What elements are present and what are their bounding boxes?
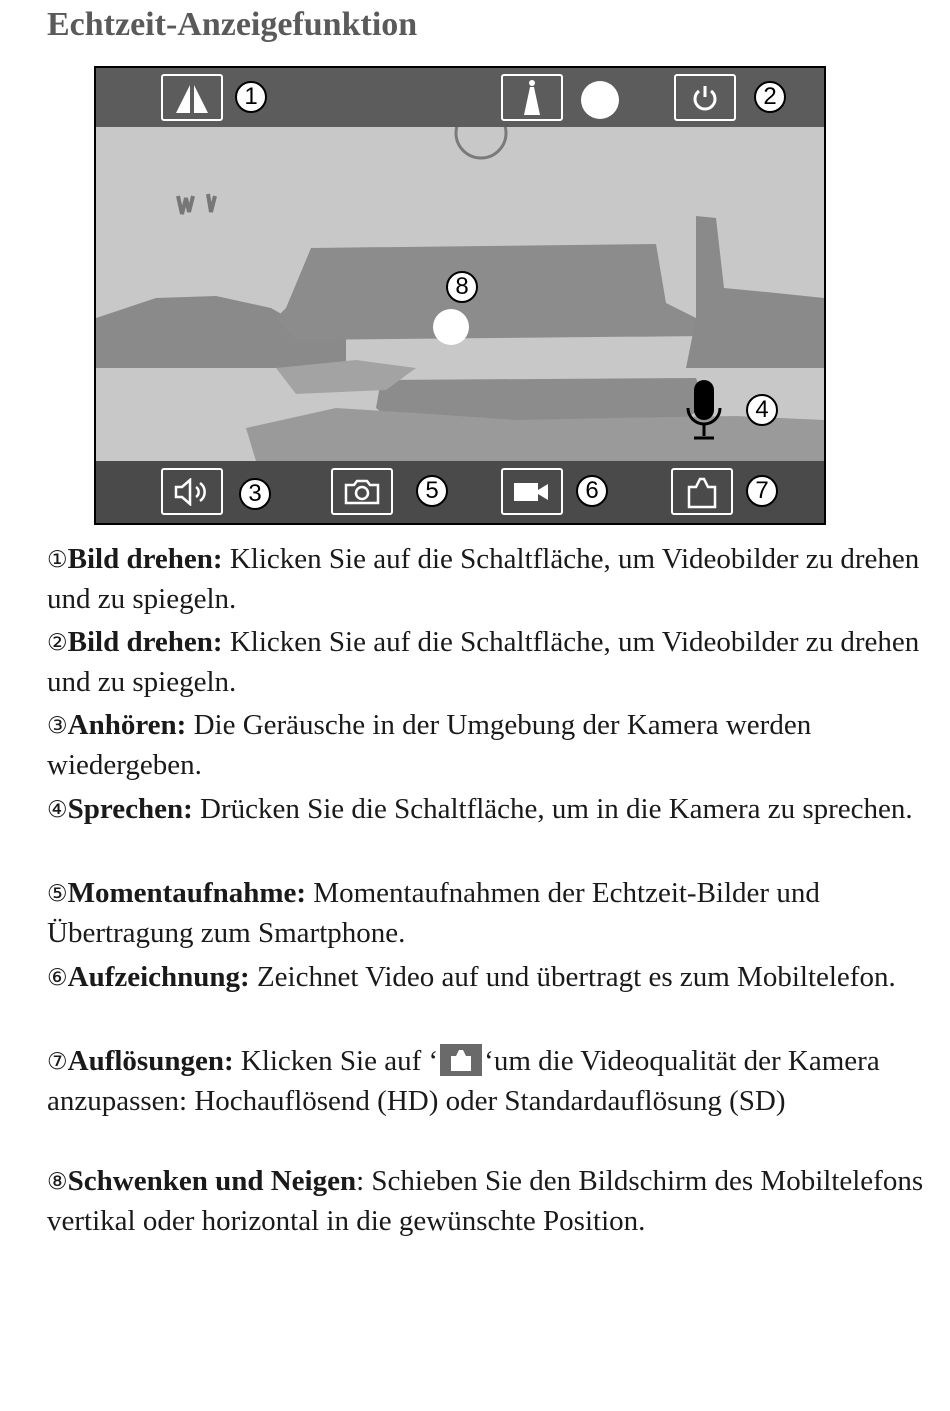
resolution-icon <box>440 1044 482 1076</box>
description-item-7 <box>47 1042 942 1120</box>
item-number: ① <box>47 547 68 573</box>
callout-4: 4 <box>746 394 778 426</box>
item-label: Bild drehen: <box>67 543 223 575</box>
item-label: Schwenken und Neigen <box>67 1165 357 1197</box>
item-label: Auflösungen: <box>67 1045 234 1077</box>
signal-strength-button[interactable] <box>501 74 563 121</box>
talk-microphone-button[interactable] <box>684 378 724 447</box>
description-item-3 <box>47 706 942 784</box>
description-item-1 <box>47 540 942 618</box>
item-text: Klicken Sie auf die Schaltfläche, um Videobilder zu drehen und zu spiegeln. <box>47 626 920 698</box>
camera-icon <box>343 478 381 506</box>
microphone-icon <box>684 429 724 446</box>
callout-3: 3 <box>239 478 271 510</box>
item-number: ⑧ <box>47 1169 68 1195</box>
description-item-8 <box>47 1162 942 1240</box>
description-item-2 <box>47 623 942 701</box>
item-number: ② <box>47 630 68 656</box>
item-text-before: Klicken Sie auf ‘ <box>233 1045 439 1077</box>
callout-5: 5 <box>416 475 448 507</box>
item-label: Anhören: <box>67 709 187 741</box>
callout-1: 1 <box>235 81 267 113</box>
callout-6: 6 <box>576 475 608 507</box>
snapshot-button[interactable] <box>331 468 393 515</box>
callout-8: 8 <box>446 271 478 303</box>
flip-mirror-button[interactable] <box>161 74 223 121</box>
item-number: ⑦ <box>47 1049 68 1075</box>
item-label: Momentaufnahme: <box>67 877 307 909</box>
item-text: Klicken Sie auf die Schaltfläche, um Videobilder zu drehen und zu spiegeln. <box>47 543 920 615</box>
item-number: ④ <box>47 797 68 823</box>
item-text: Die Geräusche in der Umgebung der Kamera werden wiedergeben. <box>47 709 812 781</box>
speaker-icon <box>172 478 212 506</box>
item-text: Drücken Sie die Schaltfläche, um in die Kamera zu sprechen. <box>192 793 913 825</box>
item-number: ⑥ <box>47 965 68 991</box>
description-item-5 <box>47 874 942 952</box>
page-title: Echtzeit-Anzeigefunktion <box>47 6 418 43</box>
callout-2: 2 <box>754 81 786 113</box>
item-text: Zeichnet Video auf und übertragt es zum Mobiltelefon. <box>249 961 896 993</box>
item-label: Sprechen: <box>67 793 193 825</box>
item-label: Aufzeichnung: <box>67 961 250 993</box>
resolution-button[interactable] <box>671 468 733 515</box>
callout-7: 7 <box>746 475 778 507</box>
resolution-icon <box>686 475 718 509</box>
item-text: : Schieben Sie den Bildschirm des Mobiltelefons vertikal oder horizontal in die gewünschte Position. <box>47 1165 924 1237</box>
power-icon <box>691 84 719 112</box>
camera-live-view <box>94 66 826 525</box>
signal-tower-icon <box>520 79 544 117</box>
flip-mirror-icon <box>172 81 212 115</box>
item-text-after: ‘um die Videoqualität der Kamera anzupassen: Hochauflösend (HD) oder Standardauflösung (SD) <box>47 1045 880 1117</box>
item-number: ⑤ <box>47 881 68 907</box>
description-item-6 <box>47 958 942 998</box>
video-camera-icon <box>512 480 552 504</box>
record-video-button[interactable] <box>501 468 563 515</box>
item-text: Momentaufnahmen der Echtzeit-Bilder und Übertragung zum Smartphone. <box>47 877 820 949</box>
pan-tilt-indicator <box>433 309 469 345</box>
item-label: Bild drehen: <box>67 626 223 658</box>
power-button[interactable] <box>674 74 736 121</box>
status-indicator-dot <box>581 81 619 119</box>
item-number: ③ <box>47 713 68 739</box>
description-item-4 <box>47 790 942 830</box>
listen-button[interactable] <box>161 468 223 515</box>
